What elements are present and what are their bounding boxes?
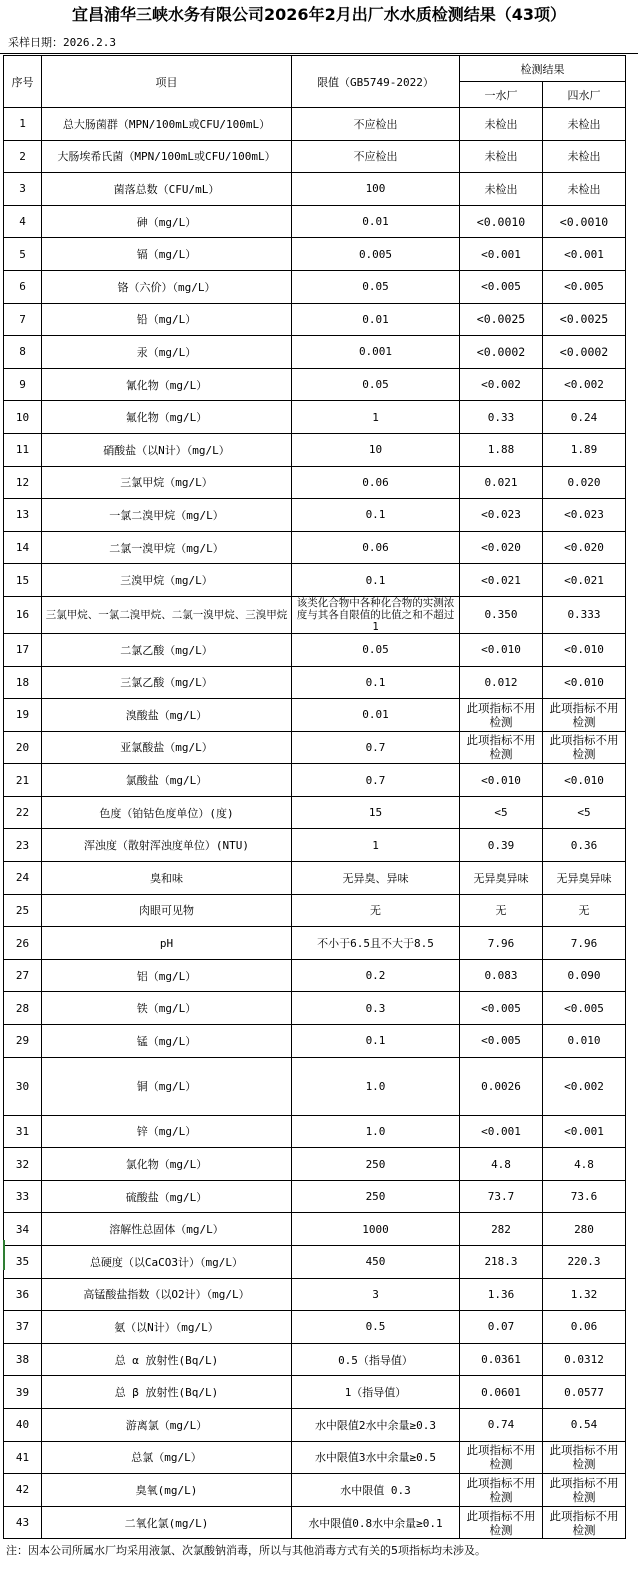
cell-plant4: 此项指标不用检测 xyxy=(543,731,626,764)
cell-plant1: 此项指标不用检测 xyxy=(460,699,543,732)
cell-no: 1 xyxy=(4,108,42,141)
cell-item: 高锰酸盐指数（以O2计）（mg/L） xyxy=(42,1278,292,1311)
table-row xyxy=(4,1246,626,1279)
cell-item: 亚氯酸盐（mg/L） xyxy=(42,731,292,764)
cell-limit: 水中限值0.8水中余量≥0.1 xyxy=(292,1506,460,1539)
cell-no: 34 xyxy=(4,1213,42,1246)
table-row xyxy=(4,927,626,960)
table-row xyxy=(4,433,626,466)
cell-limit: 0.1 xyxy=(292,666,460,699)
table-row xyxy=(4,699,626,732)
cell-limit: 水中限值2水中余量≥0.3 xyxy=(292,1408,460,1441)
cell-plant1: 0.350 xyxy=(460,596,543,633)
cell-item: 游离氯（mg/L） xyxy=(42,1408,292,1441)
cell-no: 30 xyxy=(4,1057,42,1115)
table-row xyxy=(4,1311,626,1344)
cell-no: 12 xyxy=(4,466,42,499)
cell-limit: 0.01 xyxy=(292,699,460,732)
cell-plant1: 0.012 xyxy=(460,666,543,699)
cell-plant1: <0.021 xyxy=(460,564,543,597)
cell-no: 14 xyxy=(4,531,42,564)
table-row xyxy=(4,829,626,862)
cell-no: 35 xyxy=(4,1246,42,1279)
cell-no: 29 xyxy=(4,1025,42,1058)
cell-plant1: 73.7 xyxy=(460,1180,543,1213)
table-row xyxy=(4,466,626,499)
cell-limit: 0.5 xyxy=(292,1311,460,1344)
cell-item: 铬（六价）（mg/L） xyxy=(42,270,292,303)
cell-plant1: <0.001 xyxy=(460,1115,543,1148)
cell-limit: 0.5（指导值） xyxy=(292,1343,460,1376)
cell-plant4: 0.24 xyxy=(543,401,626,434)
cell-no: 41 xyxy=(4,1441,42,1474)
cell-limit: 0.05 xyxy=(292,633,460,666)
cell-limit: 无 xyxy=(292,894,460,927)
cell-limit: 0.1 xyxy=(292,1025,460,1058)
cell-no: 33 xyxy=(4,1180,42,1213)
cell-no: 42 xyxy=(4,1474,42,1507)
cell-plant1: <0.0025 xyxy=(460,303,543,336)
table-row xyxy=(4,173,626,206)
cell-item: 总硬度（以CaCO3计）（mg/L） xyxy=(42,1246,292,1279)
cell-plant1: <5 xyxy=(460,796,543,829)
cell-plant4: 0.333 xyxy=(543,596,626,633)
cell-limit: 无异臭、异味 xyxy=(292,862,460,895)
cell-no: 5 xyxy=(4,238,42,271)
header-no: 序号 xyxy=(4,56,42,108)
cell-item: 总 β 放射性(Bq/L) xyxy=(42,1376,292,1409)
cell-plant4: 无异臭异味 xyxy=(543,862,626,895)
cell-limit: 0.06 xyxy=(292,466,460,499)
table-row xyxy=(4,1441,626,1474)
cell-item: 砷（mg/L） xyxy=(42,205,292,238)
table-row xyxy=(4,140,626,173)
cell-item: 溶解性总固体（mg/L） xyxy=(42,1213,292,1246)
cell-plant1: 无 xyxy=(460,894,543,927)
table-row xyxy=(4,796,626,829)
table-row xyxy=(4,1213,626,1246)
footnote: 注：因本公司所属水厂均采用液氯、次氯酸钠消毒，所以与其他消毒方式有关的5项指标均未涉及。 xyxy=(6,1544,486,1557)
cell-no: 32 xyxy=(4,1148,42,1181)
cell-limit: 1（指导值） xyxy=(292,1376,460,1409)
cell-item: pH xyxy=(42,927,292,960)
cell-plant4: <0.001 xyxy=(543,238,626,271)
cell-item: 臭氧(mg/L) xyxy=(42,1474,292,1507)
cell-plant4: 1.32 xyxy=(543,1278,626,1311)
table-row xyxy=(4,1408,626,1441)
cell-no: 24 xyxy=(4,862,42,895)
cell-item: 三氯乙酸（mg/L） xyxy=(42,666,292,699)
cell-item: 二氧化氯(mg/L) xyxy=(42,1506,292,1539)
cell-plant4: <0.005 xyxy=(543,270,626,303)
cell-plant4: 0.090 xyxy=(543,959,626,992)
cell-item: 铜（mg/L） xyxy=(42,1057,292,1115)
table-row xyxy=(4,731,626,764)
cell-plant1: 218.3 xyxy=(460,1246,543,1279)
cell-item: 铝（mg/L） xyxy=(42,959,292,992)
table-body xyxy=(4,108,626,1539)
table-row xyxy=(4,992,626,1025)
cell-limit: 水中限值 0.3 xyxy=(292,1474,460,1507)
cell-no: 31 xyxy=(4,1115,42,1148)
cell-item: 汞（mg/L） xyxy=(42,336,292,369)
cell-plant4: 1.89 xyxy=(543,433,626,466)
cell-plant1: 0.083 xyxy=(460,959,543,992)
cell-plant1: 0.0026 xyxy=(460,1057,543,1115)
selection-marker xyxy=(3,1240,5,1270)
cell-limit: 不应检出 xyxy=(292,108,460,141)
cell-plant4: <0.002 xyxy=(543,1057,626,1115)
cell-no: 4 xyxy=(4,205,42,238)
cell-plant4: 0.0312 xyxy=(543,1343,626,1376)
cell-item: 氯酸盐（mg/L） xyxy=(42,764,292,797)
table-row xyxy=(4,1278,626,1311)
cell-plant1: 此项指标不用检测 xyxy=(460,1506,543,1539)
cell-item: 溴酸盐（mg/L） xyxy=(42,699,292,732)
cell-limit: 450 xyxy=(292,1246,460,1279)
cell-item: 菌落总数（CFU/mL） xyxy=(42,173,292,206)
cell-limit: 100 xyxy=(292,173,460,206)
cell-item: 总大肠菌群（MPN/100mL或CFU/100mL） xyxy=(42,108,292,141)
cell-no: 38 xyxy=(4,1343,42,1376)
table-row xyxy=(4,531,626,564)
cell-no: 27 xyxy=(4,959,42,992)
cell-no: 15 xyxy=(4,564,42,597)
cell-plant4: 未检出 xyxy=(543,108,626,141)
header-results: 检测结果 xyxy=(460,56,626,82)
cell-plant1: <0.020 xyxy=(460,531,543,564)
table-row xyxy=(4,1376,626,1409)
cell-item: 氟化物（mg/L） xyxy=(42,401,292,434)
cell-plant1: 未检出 xyxy=(460,173,543,206)
cell-plant4: 0.010 xyxy=(543,1025,626,1058)
cell-limit: 不小于6.5且不大于8.5 xyxy=(292,927,460,960)
cell-plant1: 0.0601 xyxy=(460,1376,543,1409)
cell-limit: 1000 xyxy=(292,1213,460,1246)
cell-plant1: <0.010 xyxy=(460,633,543,666)
table-row xyxy=(4,564,626,597)
cell-limit: 不应检出 xyxy=(292,140,460,173)
header-row xyxy=(4,56,626,82)
cell-plant1: 未检出 xyxy=(460,140,543,173)
cell-item: 硝酸盐（以N计）（mg/L） xyxy=(42,433,292,466)
cell-plant4: 0.06 xyxy=(543,1311,626,1344)
header-plant1: 一水厂 xyxy=(460,82,543,108)
cell-plant4: <0.0002 xyxy=(543,336,626,369)
cell-item: 锌（mg/L） xyxy=(42,1115,292,1148)
cell-no: 11 xyxy=(4,433,42,466)
cell-no: 9 xyxy=(4,368,42,401)
cell-plant1: <0.0010 xyxy=(460,205,543,238)
cell-no: 21 xyxy=(4,764,42,797)
cell-no: 17 xyxy=(4,633,42,666)
table-row xyxy=(4,894,626,927)
cell-plant4: 0.36 xyxy=(543,829,626,862)
cell-no: 19 xyxy=(4,699,42,732)
cell-plant1: 4.8 xyxy=(460,1148,543,1181)
cell-limit: 15 xyxy=(292,796,460,829)
header-item: 项目 xyxy=(42,56,292,108)
cell-limit: 0.1 xyxy=(292,564,460,597)
cell-item: 氨（以N计）（mg/L） xyxy=(42,1311,292,1344)
table-row xyxy=(4,1474,626,1507)
cell-no: 36 xyxy=(4,1278,42,1311)
cell-item: 二氯乙酸（mg/L） xyxy=(42,633,292,666)
cell-plant4: 280 xyxy=(543,1213,626,1246)
cell-no: 23 xyxy=(4,829,42,862)
table-row xyxy=(4,270,626,303)
cell-item: 色度（铂钴色度单位）(度) xyxy=(42,796,292,829)
cell-limit: 该类化合物中各种化合物的实测浓度与其各自限值的比值之和不超过1 xyxy=(292,596,460,633)
cell-no: 2 xyxy=(4,140,42,173)
table-row xyxy=(4,1025,626,1058)
cell-plant4: 此项指标不用检测 xyxy=(543,1441,626,1474)
table-row xyxy=(4,238,626,271)
cell-limit: 0.3 xyxy=(292,992,460,1025)
cell-plant4: 0.0577 xyxy=(543,1376,626,1409)
cell-limit: 0.05 xyxy=(292,368,460,401)
cell-plant1: 282 xyxy=(460,1213,543,1246)
results-table xyxy=(3,55,626,1539)
table-row xyxy=(4,303,626,336)
cell-plant4: 未检出 xyxy=(543,173,626,206)
cell-no: 3 xyxy=(4,173,42,206)
cell-plant1: <0.005 xyxy=(460,992,543,1025)
cell-plant1: 此项指标不用检测 xyxy=(460,1474,543,1507)
cell-no: 7 xyxy=(4,303,42,336)
cell-item: 总 α 放射性(Bq/L) xyxy=(42,1343,292,1376)
cell-plant1: 0.0361 xyxy=(460,1343,543,1376)
cell-item: 肉眼可见物 xyxy=(42,894,292,927)
cell-plant4: 220.3 xyxy=(543,1246,626,1279)
cell-limit: 0.7 xyxy=(292,731,460,764)
cell-item: 氯化物（mg/L） xyxy=(42,1148,292,1181)
cell-plant4: <0.010 xyxy=(543,633,626,666)
table-row xyxy=(4,862,626,895)
cell-plant1: 无异臭异味 xyxy=(460,862,543,895)
cell-plant1: <0.002 xyxy=(460,368,543,401)
cell-plant1: 0.33 xyxy=(460,401,543,434)
cell-limit: 0.05 xyxy=(292,270,460,303)
cell-limit: 0.001 xyxy=(292,336,460,369)
cell-plant1: <0.001 xyxy=(460,238,543,271)
table-row xyxy=(4,633,626,666)
table-row xyxy=(4,1180,626,1213)
cell-plant4: <0.020 xyxy=(543,531,626,564)
cell-plant1: 0.39 xyxy=(460,829,543,862)
cell-plant1: 此项指标不用检测 xyxy=(460,731,543,764)
cell-plant4: 此项指标不用检测 xyxy=(543,699,626,732)
cell-limit: 1.0 xyxy=(292,1115,460,1148)
cell-no: 22 xyxy=(4,796,42,829)
cell-plant4: <0.010 xyxy=(543,666,626,699)
cell-plant4: <0.021 xyxy=(543,564,626,597)
cell-plant1: 未检出 xyxy=(460,108,543,141)
table-row xyxy=(4,1343,626,1376)
table-row xyxy=(4,1148,626,1181)
table-row xyxy=(4,596,626,633)
cell-plant4: 0.54 xyxy=(543,1408,626,1441)
cell-limit: 水中限值3水中余量≥0.5 xyxy=(292,1441,460,1474)
cell-plant4: 0.020 xyxy=(543,466,626,499)
cell-limit: 0.005 xyxy=(292,238,460,271)
cell-limit: 3 xyxy=(292,1278,460,1311)
table-row xyxy=(4,401,626,434)
cell-limit: 250 xyxy=(292,1148,460,1181)
cell-limit: 1 xyxy=(292,829,460,862)
cell-no: 39 xyxy=(4,1376,42,1409)
cell-item: 铅（mg/L） xyxy=(42,303,292,336)
table-row xyxy=(4,1115,626,1148)
cell-item: 大肠埃希氏菌（MPN/100mL或CFU/100mL） xyxy=(42,140,292,173)
cell-plant4: <0.001 xyxy=(543,1115,626,1148)
page-title: 宜昌浦华三峡水务有限公司2026年2月出厂水水质检测结果（43项） xyxy=(72,5,566,24)
cell-no: 20 xyxy=(4,731,42,764)
cell-limit: 0.01 xyxy=(292,205,460,238)
cell-plant4: 4.8 xyxy=(543,1148,626,1181)
cell-no: 6 xyxy=(4,270,42,303)
cell-plant1: 0.021 xyxy=(460,466,543,499)
cell-plant4: <0.023 xyxy=(543,499,626,532)
cell-item: 三氯甲烷、一氯二溴甲烷、二氯一溴甲烷、三溴甲烷 xyxy=(42,596,292,633)
cell-item: 三溴甲烷（mg/L） xyxy=(42,564,292,597)
table-row xyxy=(4,336,626,369)
cell-plant1: <0.005 xyxy=(460,270,543,303)
cell-limit: 10 xyxy=(292,433,460,466)
cell-item: 三氯甲烷（mg/L） xyxy=(42,466,292,499)
cell-plant4: <0.002 xyxy=(543,368,626,401)
cell-plant4: <0.010 xyxy=(543,764,626,797)
table-row xyxy=(4,368,626,401)
cell-plant4: <0.0025 xyxy=(543,303,626,336)
cell-plant1: <0.010 xyxy=(460,764,543,797)
cell-plant4: 此项指标不用检测 xyxy=(543,1474,626,1507)
cell-plant4: <5 xyxy=(543,796,626,829)
cell-item: 总氯（mg/L） xyxy=(42,1441,292,1474)
cell-no: 43 xyxy=(4,1506,42,1539)
cell-item: 一氯二溴甲烷（mg/L） xyxy=(42,499,292,532)
cell-no: 18 xyxy=(4,666,42,699)
table-row xyxy=(4,108,626,141)
table-row xyxy=(4,205,626,238)
sampling-date: 采样日期：2026.2.3 xyxy=(0,32,638,54)
cell-limit: 250 xyxy=(292,1180,460,1213)
cell-plant1: 1.36 xyxy=(460,1278,543,1311)
cell-plant1: 0.74 xyxy=(460,1408,543,1441)
cell-no: 37 xyxy=(4,1311,42,1344)
header-plant4: 四水厂 xyxy=(543,82,626,108)
cell-plant1: <0.0002 xyxy=(460,336,543,369)
cell-item: 镉（mg/L） xyxy=(42,238,292,271)
cell-plant4: <0.0010 xyxy=(543,205,626,238)
cell-plant1: <0.005 xyxy=(460,1025,543,1058)
cell-no: 13 xyxy=(4,499,42,532)
cell-limit: 0.06 xyxy=(292,531,460,564)
cell-plant4: 7.96 xyxy=(543,927,626,960)
cell-item: 臭和味 xyxy=(42,862,292,895)
cell-no: 26 xyxy=(4,927,42,960)
cell-item: 锰（mg/L） xyxy=(42,1025,292,1058)
cell-item: 浑浊度（散射浑浊度单位）(NTU) xyxy=(42,829,292,862)
cell-no: 25 xyxy=(4,894,42,927)
cell-plant1: 1.88 xyxy=(460,433,543,466)
cell-no: 10 xyxy=(4,401,42,434)
table-row xyxy=(4,499,626,532)
table-row xyxy=(4,959,626,992)
cell-no: 40 xyxy=(4,1408,42,1441)
cell-plant4: 此项指标不用检测 xyxy=(543,1506,626,1539)
cell-plant4: 无 xyxy=(543,894,626,927)
cell-limit: 1.0 xyxy=(292,1057,460,1115)
cell-limit: 0.2 xyxy=(292,959,460,992)
cell-plant4: 73.6 xyxy=(543,1180,626,1213)
cell-plant1: <0.023 xyxy=(460,499,543,532)
cell-plant4: <0.005 xyxy=(543,992,626,1025)
cell-plant1: 此项指标不用检测 xyxy=(460,1441,543,1474)
cell-item: 氰化物（mg/L） xyxy=(42,368,292,401)
cell-plant1: 0.07 xyxy=(460,1311,543,1344)
table-row xyxy=(4,1057,626,1115)
cell-limit: 0.7 xyxy=(292,764,460,797)
table-row xyxy=(4,1506,626,1539)
cell-limit: 0.01 xyxy=(292,303,460,336)
cell-no: 8 xyxy=(4,336,42,369)
cell-plant1: 7.96 xyxy=(460,927,543,960)
cell-no: 16 xyxy=(4,596,42,633)
cell-item: 硫酸盐（mg/L） xyxy=(42,1180,292,1213)
header-limit: 限值（GB5749-2022） xyxy=(292,56,460,108)
cell-limit: 0.1 xyxy=(292,499,460,532)
cell-no: 28 xyxy=(4,992,42,1025)
cell-limit: 1 xyxy=(292,401,460,434)
cell-item: 铁（mg/L） xyxy=(42,992,292,1025)
cell-plant4: 未检出 xyxy=(543,140,626,173)
cell-item: 二氯一溴甲烷（mg/L） xyxy=(42,531,292,564)
table-row xyxy=(4,666,626,699)
table-row xyxy=(4,764,626,797)
